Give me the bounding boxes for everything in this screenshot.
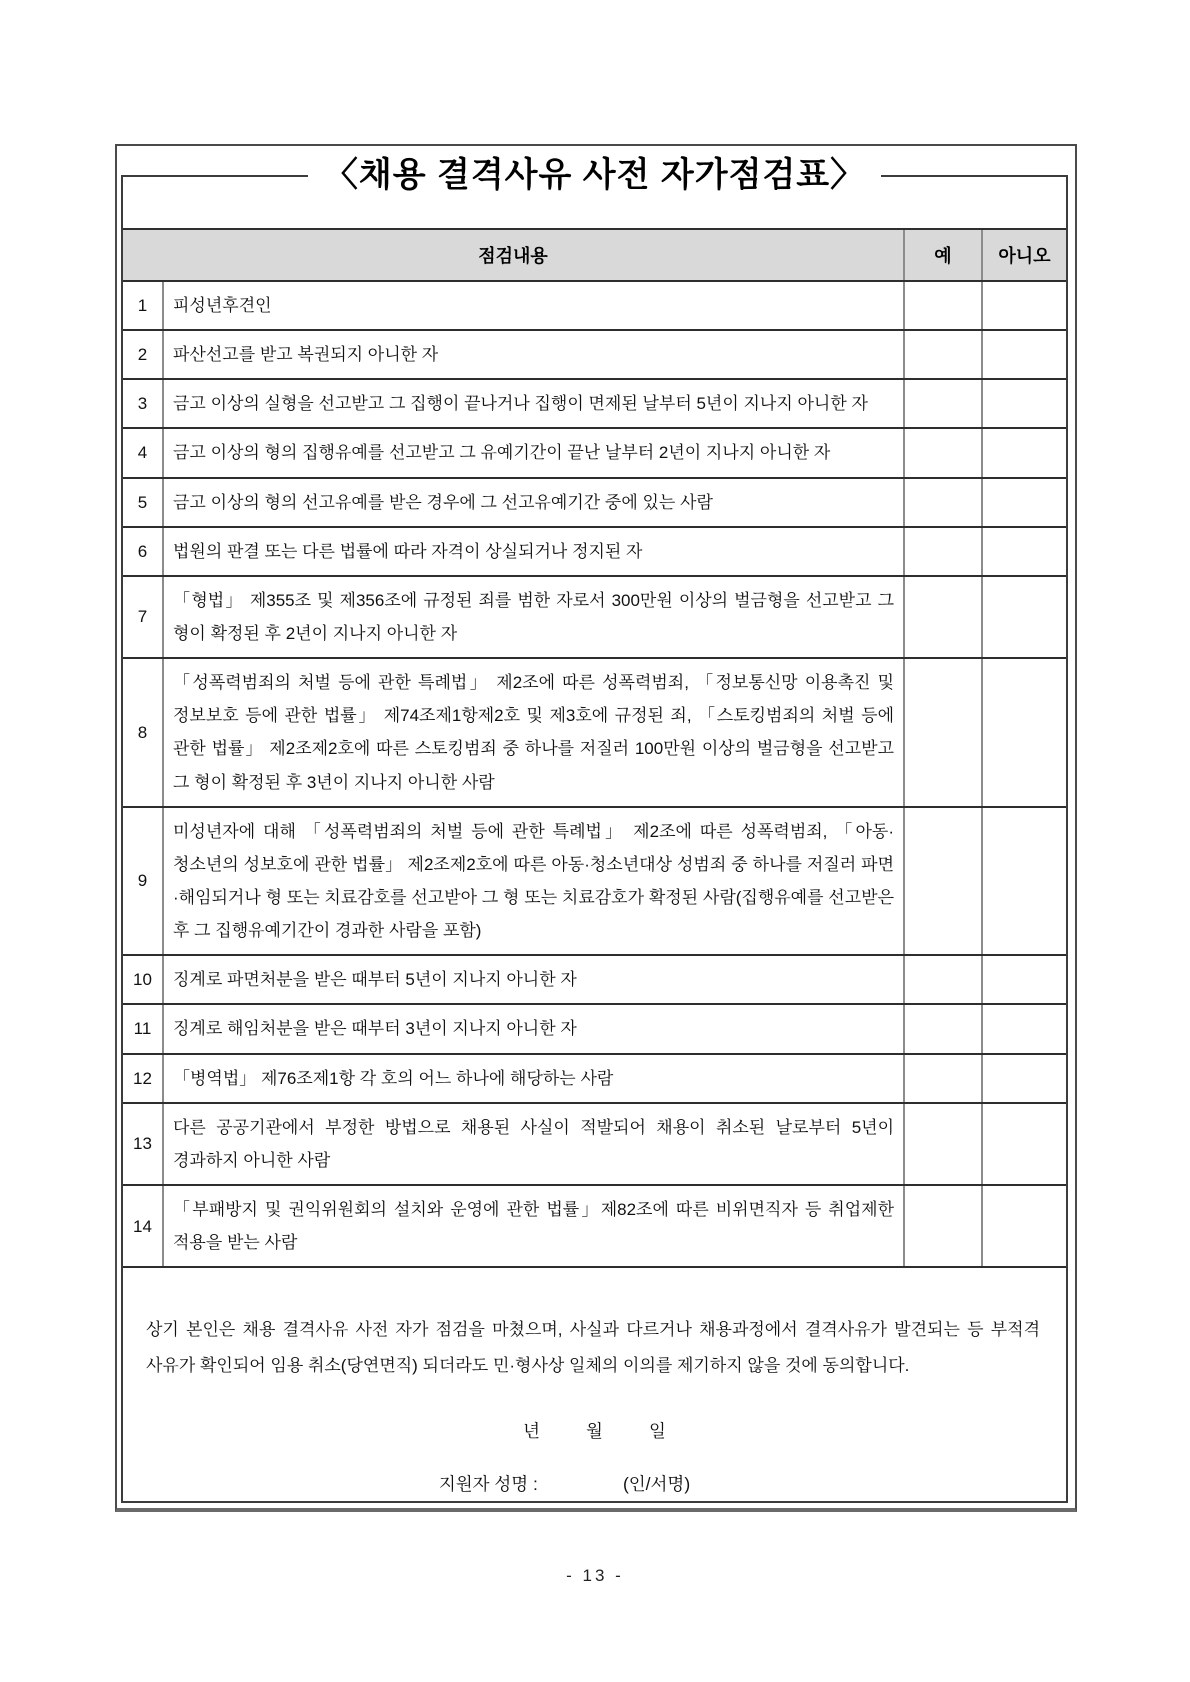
row-number: 11	[123, 1004, 163, 1053]
row-content: 다른 공공기관에서 부정한 방법으로 채용된 사실이 적발되어 채용이 취소된 날로부터 5년이 경과하지 아니한 사람	[163, 1103, 904, 1185]
checklist-header-row	[123, 229, 1066, 281]
no-cell[interactable]	[982, 428, 1066, 477]
checklist-row	[123, 955, 1066, 1004]
date-month-label: 월	[586, 1420, 603, 1441]
row-content: 「형법」 제355조 및 제356조에 규정된 죄를 범한 자로서 300만원 이상의 벌금형을 선고받고 그 형이 확정된 후 2년이 지나지 아니한 자	[163, 576, 904, 658]
checklist-row	[123, 1054, 1066, 1103]
date-day-label: 일	[648, 1420, 666, 1441]
row-content: 「병역법」 제76조제1항 각 호의 어느 하나에 해당하는 사람	[163, 1054, 904, 1103]
row-content: 금고 이상의 실형을 선고받고 그 집행이 끝나거나 집행이 면제된 날부터 5년이 지나지 아니한 자	[163, 379, 904, 428]
checklist-row	[123, 379, 1066, 428]
yes-cell[interactable]	[904, 330, 982, 379]
row-content: 미성년자에 대해 「성폭력범죄의 처벌 등에 관한 특례법」 제2조에 따른 성폭력범죄, 「아동·청소년의 성보호에 관한 법률」 제2조제2호에 따른 아동·청소년대상 성범죄 중 하나를 저질러 파면·해임되거나 형 또는 치료감호를 선고받아 그 형 또는 치료감호가 확정된 사람(집행유예를 선고받은 후 그 집행유예기간이 경과한 사람을 포함)	[163, 807, 904, 956]
no-cell[interactable]	[982, 1004, 1066, 1053]
row-content: 법원의 판결 또는 다른 법률에 따라 자격이 상실되거나 정지된 자	[163, 527, 904, 576]
row-content: 징계로 해임처분을 받은 때부터 3년이 지나지 아니한 자	[163, 1004, 904, 1053]
row-number: 12	[123, 1054, 163, 1103]
row-number: 7	[123, 576, 163, 658]
row-content: 금고 이상의 형의 선고유예를 받은 경우에 그 선고유예기간 중에 있는 사람	[163, 478, 904, 527]
applicant-name-label: 지원자 성명 :	[438, 1473, 538, 1494]
form-title-wrap	[123, 151, 1066, 199]
yes-cell[interactable]	[904, 478, 982, 527]
row-content: 피성년후견인	[163, 281, 904, 330]
checklist-row	[123, 1185, 1066, 1267]
no-cell[interactable]	[982, 527, 1066, 576]
checklist-body	[123, 281, 1066, 1267]
form-outer-border	[115, 144, 1077, 1512]
no-cell[interactable]	[982, 281, 1066, 330]
yes-cell[interactable]	[904, 1054, 982, 1103]
no-cell[interactable]	[982, 1185, 1066, 1267]
row-number: 5	[123, 478, 163, 527]
no-cell[interactable]	[982, 658, 1066, 807]
checklist-row	[123, 1103, 1066, 1185]
yes-cell[interactable]	[904, 1185, 982, 1267]
row-number: 3	[123, 379, 163, 428]
no-cell[interactable]	[982, 330, 1066, 379]
no-cell[interactable]	[982, 379, 1066, 428]
row-number: 1	[123, 281, 163, 330]
seal-signature-label: (인/서명)	[622, 1473, 691, 1494]
yes-cell[interactable]	[904, 955, 982, 1004]
checklist-row	[123, 576, 1066, 658]
no-cell[interactable]	[982, 576, 1066, 658]
date-line	[123, 1418, 1066, 1443]
checklist-row	[123, 478, 1066, 527]
row-number: 2	[123, 330, 163, 379]
row-number: 4	[123, 428, 163, 477]
yes-cell[interactable]	[904, 1004, 982, 1053]
column-header-content: 점검내용	[123, 229, 904, 281]
column-header-yes: 예	[904, 229, 982, 281]
page-title: 〈채용 결격사유 사전 자가점검표〉	[308, 151, 881, 199]
checklist-row	[123, 658, 1066, 807]
row-number: 10	[123, 955, 163, 1004]
declaration-text: 상기 본인은 채용 결격사유 사전 자가 점검을 마쳤으며, 사실과 다르거나 채용과정에서 결격사유가 발견되는 등 부적격 사유가 확인되어 임용 취소(당연면직) 되더라도 민·형사상 일체의 이의를 제기하지 않을 것에 동의합니다.	[146, 1320, 1040, 1375]
no-cell[interactable]	[982, 1103, 1066, 1185]
checklist-row	[123, 281, 1066, 330]
yes-cell[interactable]	[904, 576, 982, 658]
checklist-row	[123, 330, 1066, 379]
checklist-row	[123, 807, 1066, 956]
row-content: 「성폭력범죄의 처벌 등에 관한 특례법」 제2조에 따른 성폭력범죄, 「정보통신망 이용촉진 및 정보보호 등에 관한 법률」 제74조제1항제2호 및 제3호에 규정된 죄, 「스토킹범죄의 처벌 등에 관한 법률」 제2조제2호에 따른 스토킹범죄 중 하나를 저질러 100만원 이상의 벌금형을 선고받고 그 형이 확정된 후 3년이 지나지 아니한 사람	[163, 658, 904, 807]
yes-cell[interactable]	[904, 379, 982, 428]
row-number: 13	[123, 1103, 163, 1185]
checklist-row	[123, 428, 1066, 477]
row-content: 징계로 파면처분을 받은 때부터 5년이 지나지 아니한 자	[163, 955, 904, 1004]
row-number: 8	[123, 658, 163, 807]
yes-cell[interactable]	[904, 658, 982, 807]
checklist-row	[123, 1004, 1066, 1053]
signature-line	[93, 1471, 1036, 1496]
page-number: - 13 -	[566, 1566, 624, 1585]
no-cell[interactable]	[982, 807, 1066, 956]
date-year-label: 년	[523, 1420, 541, 1441]
no-cell[interactable]	[982, 1054, 1066, 1103]
yes-cell[interactable]	[904, 281, 982, 330]
no-cell[interactable]	[982, 955, 1066, 1004]
checklist-table	[123, 228, 1066, 1268]
row-number: 6	[123, 527, 163, 576]
yes-cell[interactable]	[904, 1103, 982, 1185]
yes-cell[interactable]	[904, 527, 982, 576]
no-cell[interactable]	[982, 478, 1066, 527]
row-content: 「부패방지 및 권익위원회의 설치와 운영에 관한 법률」제82조에 따른 비위면직자 등 취업제한 적용을 받는 사람	[163, 1185, 904, 1267]
form-inner-border	[121, 156, 1068, 1503]
row-number: 14	[123, 1185, 163, 1267]
yes-cell[interactable]	[904, 428, 982, 477]
row-content: 금고 이상의 형의 집행유예를 선고받고 그 유예기간이 끝난 날부터 2년이 지나지 아니한 자	[163, 428, 904, 477]
row-content: 파산선고를 받고 복권되지 아니한 자	[163, 330, 904, 379]
checklist-row	[123, 527, 1066, 576]
yes-cell[interactable]	[904, 807, 982, 956]
row-number: 9	[123, 807, 163, 956]
column-header-no: 아니오	[982, 229, 1066, 281]
